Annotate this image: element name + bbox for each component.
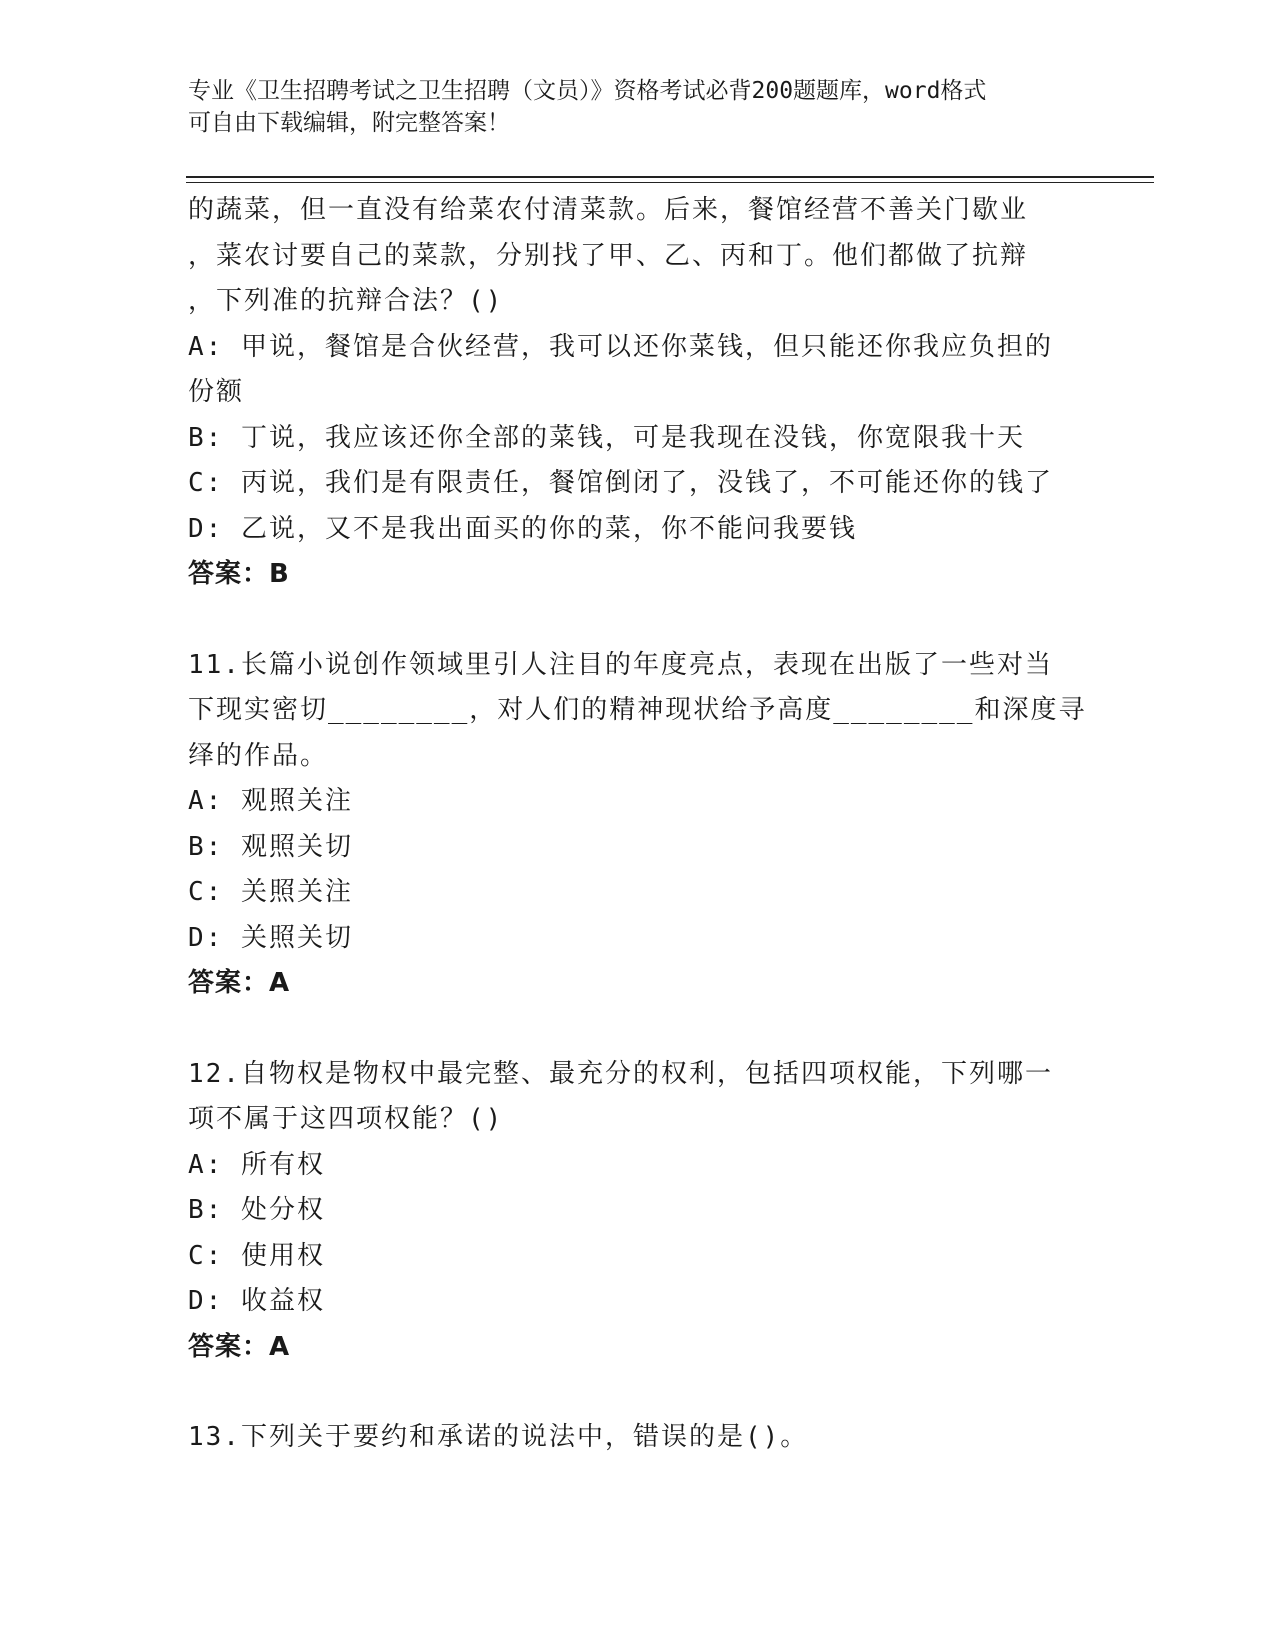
option-c: C: 丙说，我们是有限责任，餐馆倒闭了，没钱了，不可能还你的钱了: [188, 468, 1053, 498]
question-stem-line: 13.下列关于要约和承诺的说法中，错误的是()。: [188, 1422, 809, 1452]
question-stem-line: 11.长篇小说创作领域里引人注目的年度亮点，表现在出版了一些对当: [188, 649, 1053, 680]
option-b: B: 丁说，我应该还你全部的菜钱，可是我现在没钱，你宽限我十天: [188, 422, 1025, 453]
answer-label: 答案：B: [188, 559, 290, 589]
question-stem-line: 绎的作品。: [188, 740, 329, 771]
document-body: [188, 188, 1088, 1461]
option-c: C: 关照关注: [188, 877, 353, 907]
question-stem-line: 的蔬菜，但一直没有给菜农付清菜款。后来，餐馆经营不善关门歇业: [188, 195, 1029, 225]
question-stem-line: 12.自物权是物权中最完整、最充分的权利，包括四项权能，下列哪一: [188, 1058, 1053, 1089]
spacer: [188, 598, 1088, 643]
answer-label: 答案：A: [188, 1331, 291, 1362]
header-title-line-2: 可自由下载编辑，附完整答案！: [188, 110, 510, 136]
spacer: [188, 1370, 1088, 1415]
option-c: C: 使用权: [188, 1240, 325, 1271]
option-a: A: 所有权: [188, 1149, 325, 1180]
header-title-line-1: 专业《卫生招聘考试之卫生招聘（文员）》资格考试必背200题题库，word格式: [188, 78, 987, 104]
spacer: [188, 1007, 1088, 1052]
question-10: [188, 188, 1088, 598]
option-d: D: 收益权: [188, 1286, 325, 1316]
question-stem-line: ，下列准的抗辩合法？(): [188, 286, 504, 316]
option-a: A: 甲说，餐馆是合伙经营，我可以还你菜钱，但只能还你我应负担的: [188, 331, 1053, 362]
question-stem-line: 下现实密切________，对人们的精神现状给予高度________和深度寻: [188, 695, 1087, 725]
option-d: D: 乙说，又不是我出面买的你的菜，你不能问我要钱: [188, 513, 857, 544]
header-divider-thick: [186, 176, 1154, 178]
document-header: [188, 75, 1068, 139]
question-12: [188, 1052, 1088, 1371]
option-a-continued: 份额: [188, 377, 245, 407]
option-b: B: 处分权: [188, 1195, 325, 1225]
question-13: [188, 1415, 1088, 1461]
option-d: D: 关照关切: [188, 922, 353, 953]
option-a: A: 观照关注: [188, 786, 353, 816]
option-b: B: 观照关切: [188, 831, 353, 862]
question-stem-line: 项不属于这四项权能？(): [188, 1104, 504, 1134]
header-divider-thin: [186, 182, 1154, 183]
question-11: [188, 643, 1088, 1007]
answer-label: 答案：A: [188, 968, 291, 998]
question-stem-line: ，菜农讨要自己的菜款，分别找了甲、乙、丙和丁。他们都做了抗辩: [188, 240, 1029, 271]
